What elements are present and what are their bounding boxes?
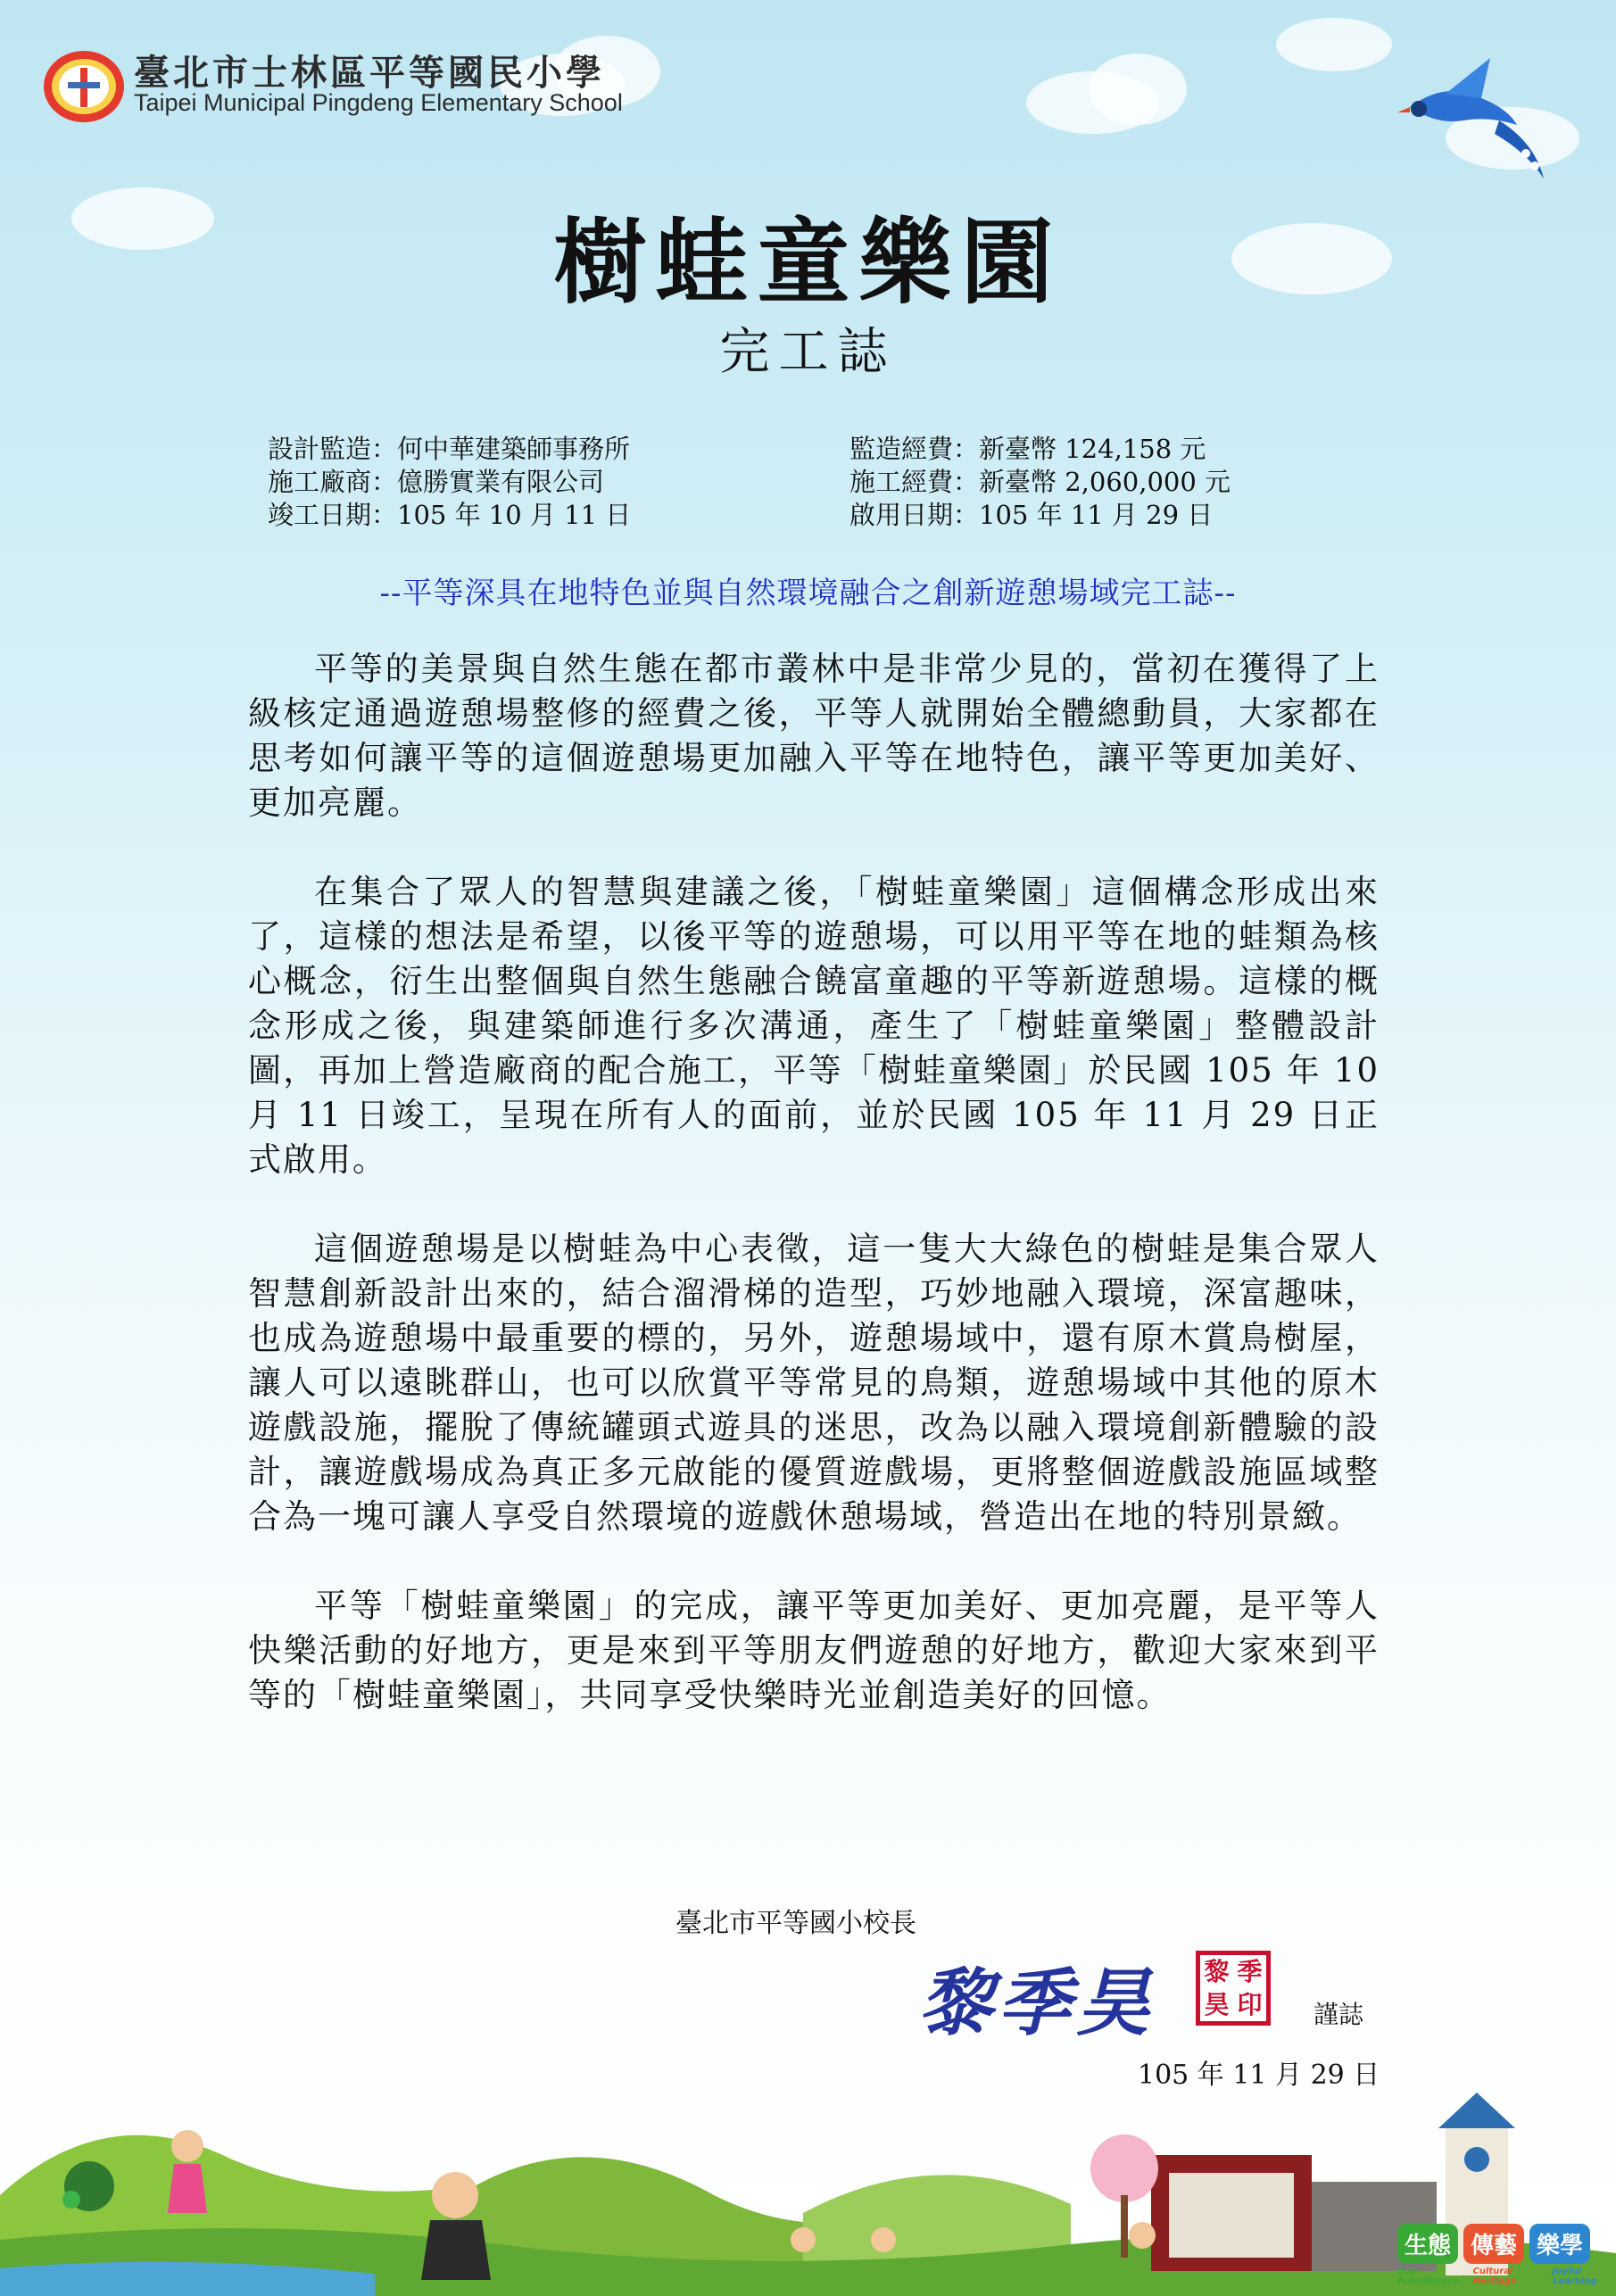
school-name-cn: 臺北市士林區平等國民小學	[134, 53, 605, 94]
seal-char: 黎	[1204, 1957, 1230, 1986]
signature-note: 謹誌	[1314, 2000, 1364, 2029]
footer-tag-heritage: Cultural Heritage	[1472, 2267, 1517, 2286]
cloud	[1089, 54, 1187, 125]
signature-date: 105 年 11 月 29 日	[1138, 2060, 1380, 2091]
seal-char: 印	[1237, 1990, 1263, 2019]
signature-name: 黎季昊	[919, 1960, 1155, 2046]
paragraph: 在集合了眾人的智慧與建議之後，「樹蛙童樂園」這個構念形成出來了，這樣的想法是希望，以後平等的遊憩場，可以用平等在地的蛙類為核心概念，衍生出整個與自然生態融合饒富童趣的平等新遊憩場。這樣的概念形成之後，與建築師進行多次溝通，產生了「樹蛙童樂園」整體設計圖，再加上營造廠商的配合施工，平等「樹蛙童樂園」於民國 105 年 10 月 11 日竣工，呈現在所有人的面前，並於民國 105 年 11 月 29 日正式啟用。	[248, 873, 1380, 1179]
school-emblem-icon	[41, 48, 127, 125]
info-line: 設計監造：何中華建築師事務所	[268, 434, 631, 464]
info-line: 施工經費：新臺幣 2,060,000 元	[849, 467, 1231, 497]
paragraph: 平等「樹蛙童樂園」的完成，讓平等更加美好、更加亮麗，是平等人快樂活動的好地方，更是來到平等朋友們遊憩的好地方，歡迎大家來到平等的「樹蛙童樂園」，共同享受快樂時光並創造美好的回憶。	[248, 1587, 1380, 1714]
slogan: --平等深具在地特色並與自然環境融合之創新遊憩場域完工誌--	[379, 576, 1237, 611]
info-line: 監造經費：新臺幣 124,158 元	[849, 434, 1206, 464]
seal-char: 昊	[1204, 1990, 1230, 2019]
page-subtitle: 完工誌	[719, 323, 897, 381]
footer-tag-learning: Joyful Learning	[1552, 2267, 1597, 2286]
body-text	[248, 647, 1380, 1762]
school-name-en: Taipei Municipal Pingdeng Elementary School	[134, 89, 623, 116]
footer-word-heritage: 傳藝	[1463, 2224, 1524, 2264]
paragraph: 平等的美景與自然生態在都市叢林中是非常少見的，當初在獲得了上級核定通過遊憩場整修的經費之後，平等人就開始全體總動員，大家都在思考如何讓平等的這個遊憩場更加融入平等在地特色，讓平等更加美好、更加亮麗。	[248, 650, 1380, 822]
project-info-left	[268, 433, 631, 532]
footer-word-learning: 樂學	[1529, 2224, 1590, 2264]
footer-word-eco: 生態	[1397, 2224, 1458, 2264]
paragraph: 這個遊憩場是以樹蛙為中心表徵，這一隻大大綠色的樹蛙是集合眾人智慧創新設計出來的，結合溜滑梯的造型，巧妙地融入環境，深富趣味，也成為遊憩場中最重要的標的，另外，遊憩場域中，還有原木賞鳥樹屋，讓人可以遠眺群山，也可以欣賞平等常見的鳥類，遊憩場域中其他的原木遊戲設施，擺脫了傳統罐頭式遊具的迷思，改為以融入環境創新體驗的設計，讓遊戲場成為真正多元啟能的優質遊戲場，更將整個遊戲設施區域整合為一塊可讓人享受自然環境的遊戲休憩場域，營造出在地的特別景緻。	[248, 1230, 1380, 1536]
cloud	[1276, 18, 1392, 71]
footer-logo	[1397, 2224, 1616, 2286]
info-line: 竣工日期：105 年 10 月 11 日	[268, 500, 632, 530]
info-line: 施工廠商：億勝實業有限公司	[268, 467, 605, 497]
project-info-right	[849, 433, 1231, 532]
footer-tag-eco: Eco-Friendliness	[1397, 2267, 1458, 2286]
info-line: 啟用日期：105 年 11 月 29 日	[849, 500, 1214, 530]
signature-title: 臺北市平等國小校長	[675, 1908, 916, 1939]
scenery-illustration	[0, 2061, 1616, 2296]
page-title: 樹蛙童樂園	[553, 207, 1063, 317]
blue-magpie-icon	[1392, 54, 1562, 187]
seal-char: 季	[1237, 1957, 1263, 1986]
seal-stamp	[1196, 1951, 1271, 2026]
